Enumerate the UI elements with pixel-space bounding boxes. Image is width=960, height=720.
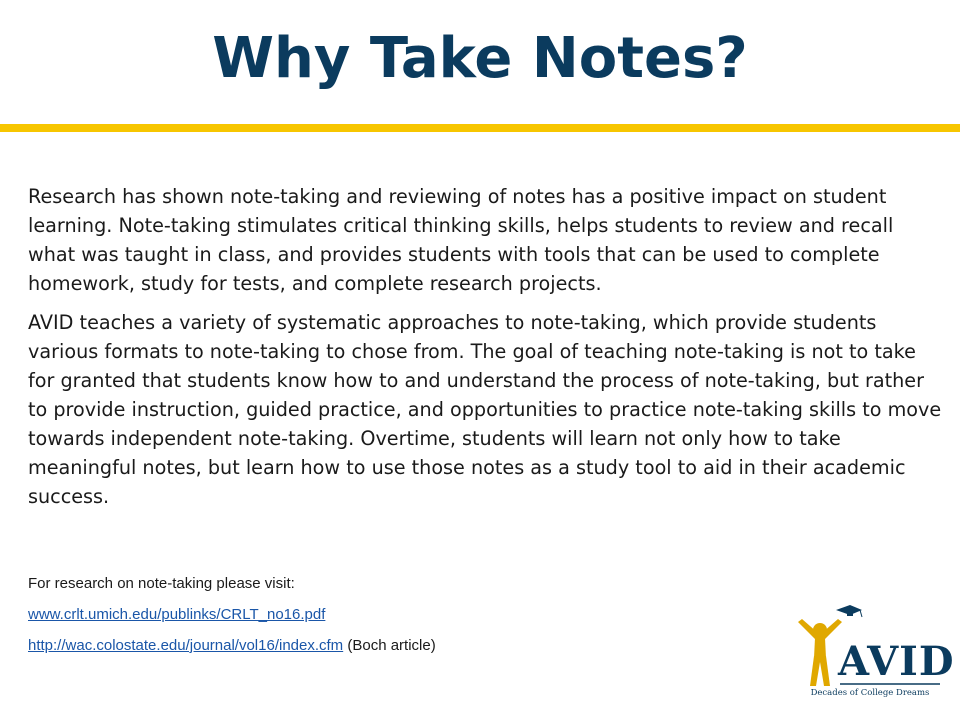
reference-item-1 <box>28 603 728 627</box>
reference-item-2 <box>28 634 728 658</box>
paragraph-avid: AVID teaches a variety of systematic approaches to note-taking, which provide students various formats to note-taking to chose from. The goal of teaching note-taking is not to take for granted that students know how to and understand the process of note-taking, but rather to provide instruction, guided practice, and opportunities to practice note-taking skills to move towards independent note-taking. Overtime, students will learn not only how to take meaningful notes, but learn how to use those notes as a study tool to aid in their academic success. <box>28 311 942 508</box>
slide-body <box>28 182 943 511</box>
paragraph-research: Research has shown note-taking and reviewing of notes has a positive impact on student learning. Note-taking stimulates critical thinking skills, helps students to review and recall what was taught in class, and provides students with tools that can be used to complete homework, study for tests, and complete research projects. <box>28 185 894 295</box>
references-intro: For research on note-taking please visit: <box>28 575 295 592</box>
reference-note: (Boch article) <box>343 637 436 654</box>
reference-link-wac[interactable]: http://wac.colostate.edu/journal/vol16/index.cfm <box>28 637 344 654</box>
title-divider <box>0 124 960 132</box>
avid-logo <box>790 600 955 710</box>
reference-link-crlt[interactable]: www.crlt.umich.edu/publinks/CRLT_no16.pdf <box>28 606 326 623</box>
slide-title: Why Take Notes? <box>212 26 748 91</box>
logo-tagline: Decades of College Dreams <box>810 688 930 698</box>
logo-wordmark: AVID <box>838 638 955 685</box>
references <box>28 572 728 665</box>
